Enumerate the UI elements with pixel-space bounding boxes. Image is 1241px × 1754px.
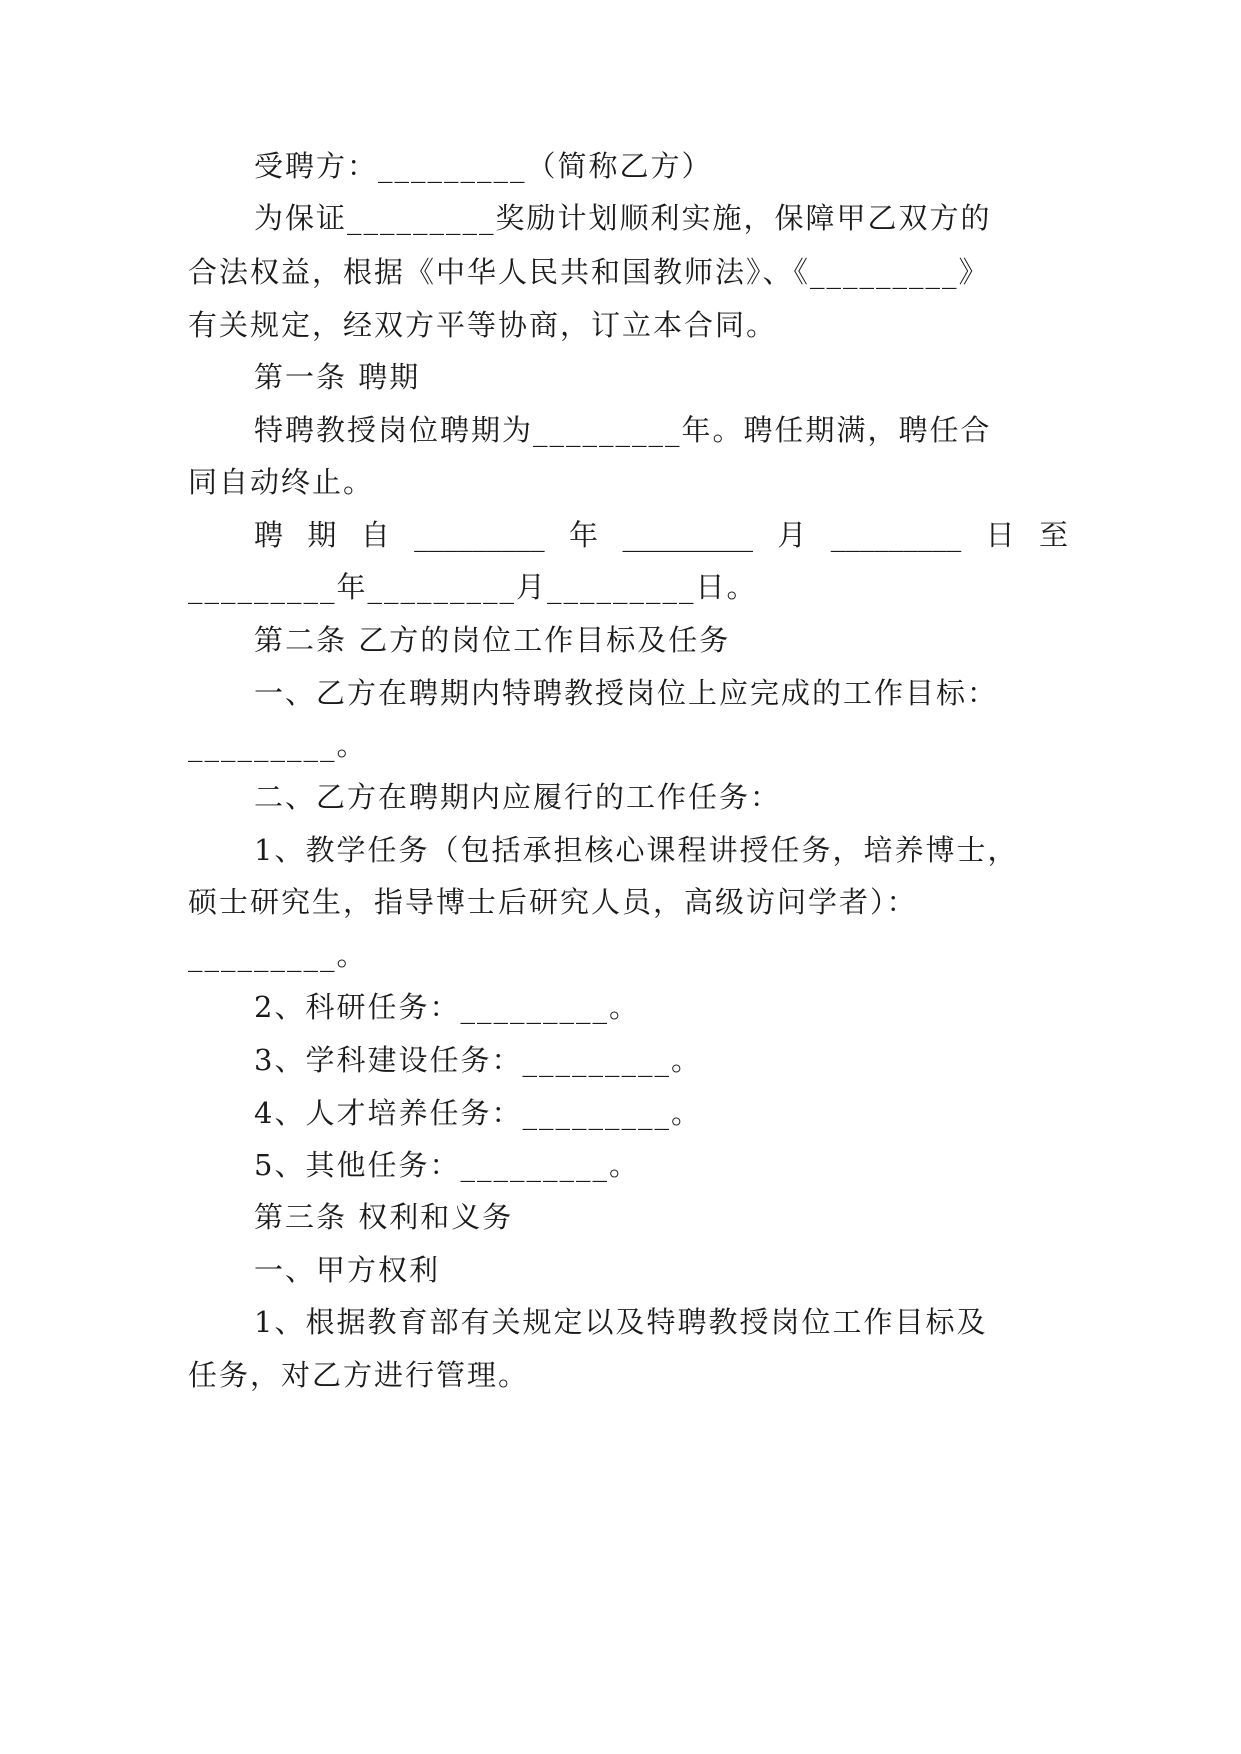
term-dates-blank: _________ (622, 518, 753, 552)
term-dates-part: 日 (985, 518, 1015, 552)
work-tasks-heading: 二、乙方在聘期内应履行的工作任务： (254, 780, 782, 814)
term-dates-blank: _________ (414, 518, 545, 552)
discipline-task-line: 3、学科建设任务：_________。 (254, 1043, 702, 1077)
term-dates-part: 期 (307, 518, 337, 552)
research-task-line: 2、科研任务：_________。 (254, 990, 640, 1024)
term-years-line-2: 同自动终止。 (188, 465, 375, 499)
term-years-line-1: 特聘教授岗位聘期为_________年。聘任期满，聘任合 (254, 413, 992, 447)
term-dates-part: 至 (1038, 518, 1068, 552)
purpose-line-2: 合法权益，根据《中华人民共和国教师法》、《_________》 (188, 255, 990, 289)
purpose-line-1: 为保证_________奖励计划顺利实施，保障甲乙双方的 (254, 201, 992, 235)
term-dates-blank: _________ (830, 518, 962, 552)
party-a-right-1-line-1: 1、根据教育部有关规定以及特聘教授岗位工作目标及 (254, 1305, 988, 1339)
purpose-line-3: 有关规定，经双方平等协商，订立本合同。 (188, 308, 778, 342)
party-a-rights-heading: 一、甲方权利 (254, 1253, 441, 1287)
work-goals-line-1: 一、乙方在聘期内特聘教授岗位上应完成的工作目标： (254, 676, 999, 710)
teaching-task-line-3: _________。 (188, 938, 368, 972)
article-2-heading: 第二条 乙方的岗位工作目标及任务 (254, 623, 731, 657)
article-1-heading: 第一条 聘期 (254, 360, 421, 394)
party-b-line: 受聘方：_________（简称乙方） (254, 149, 713, 183)
talent-task-line: 4、人才培养任务：_________。 (254, 1096, 702, 1130)
term-dates-part: 聘 (254, 518, 284, 552)
term-dates-line-2: _________年_________月_________日。 (188, 570, 758, 604)
article-3-heading: 第三条 权利和义务 (254, 1200, 514, 1234)
term-dates-part: 自 (360, 518, 390, 552)
party-a-right-1-line-2: 任务，对乙方进行管理。 (188, 1358, 530, 1392)
term-dates-part: 年 (569, 518, 599, 552)
teaching-task-line-2: 硕士研究生，指导博士后研究人员，高级访问学者）： (188, 885, 918, 919)
term-dates-line-1 (254, 515, 1068, 555)
teaching-task-line-1: 1、教学任务（包括承担核心课程讲授任务，培养博士， (254, 833, 1019, 867)
other-task-line: 5、其他任务：_________。 (254, 1148, 640, 1182)
term-dates-part: 月 (777, 518, 807, 552)
work-goals-line-2: _________。 (188, 728, 368, 762)
